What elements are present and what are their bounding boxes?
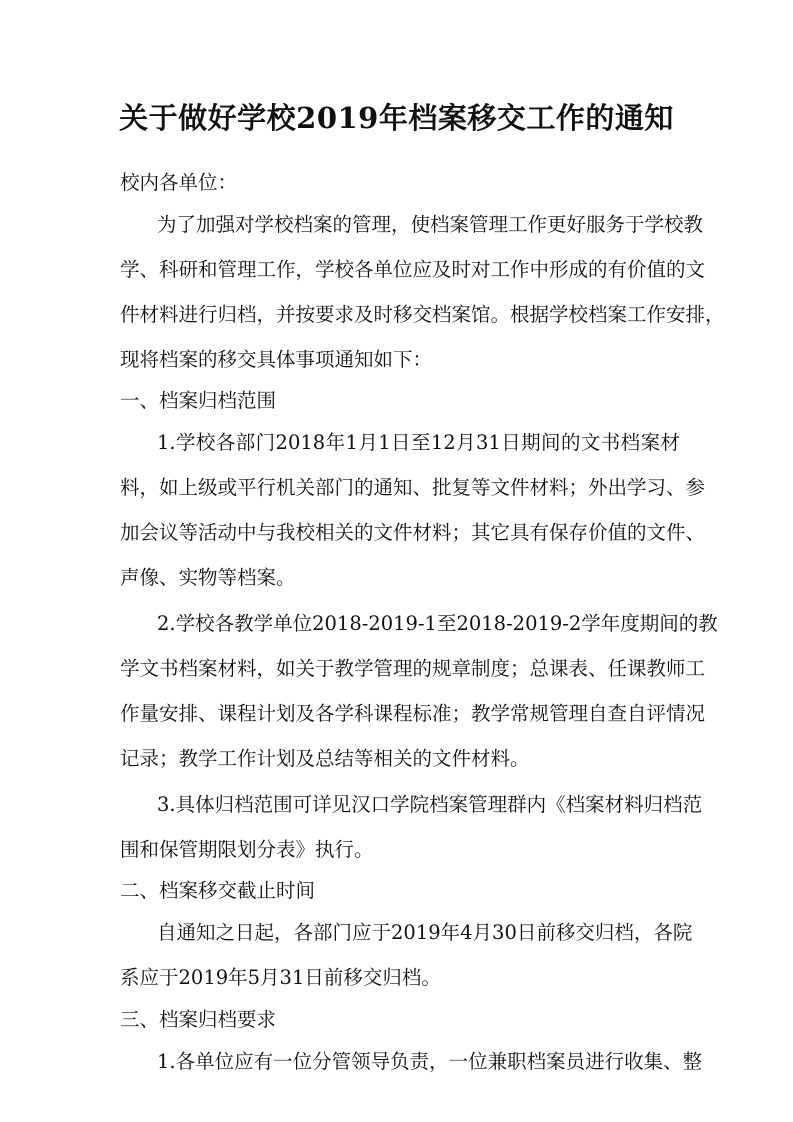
- paragraph-line: 系应于2019年5月31日前移交归档。: [120, 966, 441, 989]
- intro-line: 学、科研和管理工作，学校各单位应及时对工作中形成的有价值的文: [120, 258, 706, 281]
- paragraph-line: 声像、实物等档案。: [120, 566, 296, 589]
- paragraph-line: 自通知之日起，各部门应于2019年4月30日前移交归档，各院: [157, 921, 693, 944]
- paragraph-line: 加会议等活动中与我校相关的文件材料；其它具有保存价值的文件、: [120, 521, 706, 544]
- paragraph-line: 3.具体归档范围可详见汉口学院档案管理群内《档案材料归档范: [157, 793, 703, 816]
- section-heading: 一、档案归档范围: [120, 389, 277, 412]
- section-heading: 三、档案归档要求: [120, 1008, 277, 1031]
- paragraph-line: 料，如上级或平行机关部门的通知、批复等文件材料；外出学习、参: [120, 476, 706, 499]
- salutation: 校内各单位：: [120, 171, 238, 194]
- page-title: 关于做好学校2019年档案移交工作的通知: [119, 101, 674, 135]
- intro-line: 为了加强对学校档案的管理，使档案管理工作更好服务于学校教: [157, 213, 704, 236]
- paragraph-line: 2.学校各教学单位2018-2019-1至2018-2019-2学年度期间的教: [157, 612, 718, 635]
- intro-line: 件材料进行归档，并按要求及时移交档案馆。根据学校档案工作安排，: [120, 303, 725, 326]
- intro-line: 现将档案的移交具体事项通知如下：: [120, 348, 433, 371]
- paragraph-line: 记录；教学工作计划及总结等相关的文件材料。: [120, 747, 530, 770]
- paragraph-line: 1.各单位应有一位分管领导负责，一位兼职档案员进行收集、整: [157, 1050, 703, 1073]
- paragraph-line: 学文书档案材料，如关于教学管理的规章制度；总课表、任课教师工: [120, 657, 706, 680]
- paragraph-line: 作量安排、课程计划及各学科课程标准；教学常规管理自查自评情况: [120, 702, 706, 725]
- paragraph-line: 1.学校各部门2018年1月1日至12月31日期间的文书档案材: [157, 431, 680, 454]
- section-heading: 二、档案移交截止时间: [120, 879, 316, 902]
- paragraph-line: 围和保管期限划分表》执行。: [120, 838, 374, 861]
